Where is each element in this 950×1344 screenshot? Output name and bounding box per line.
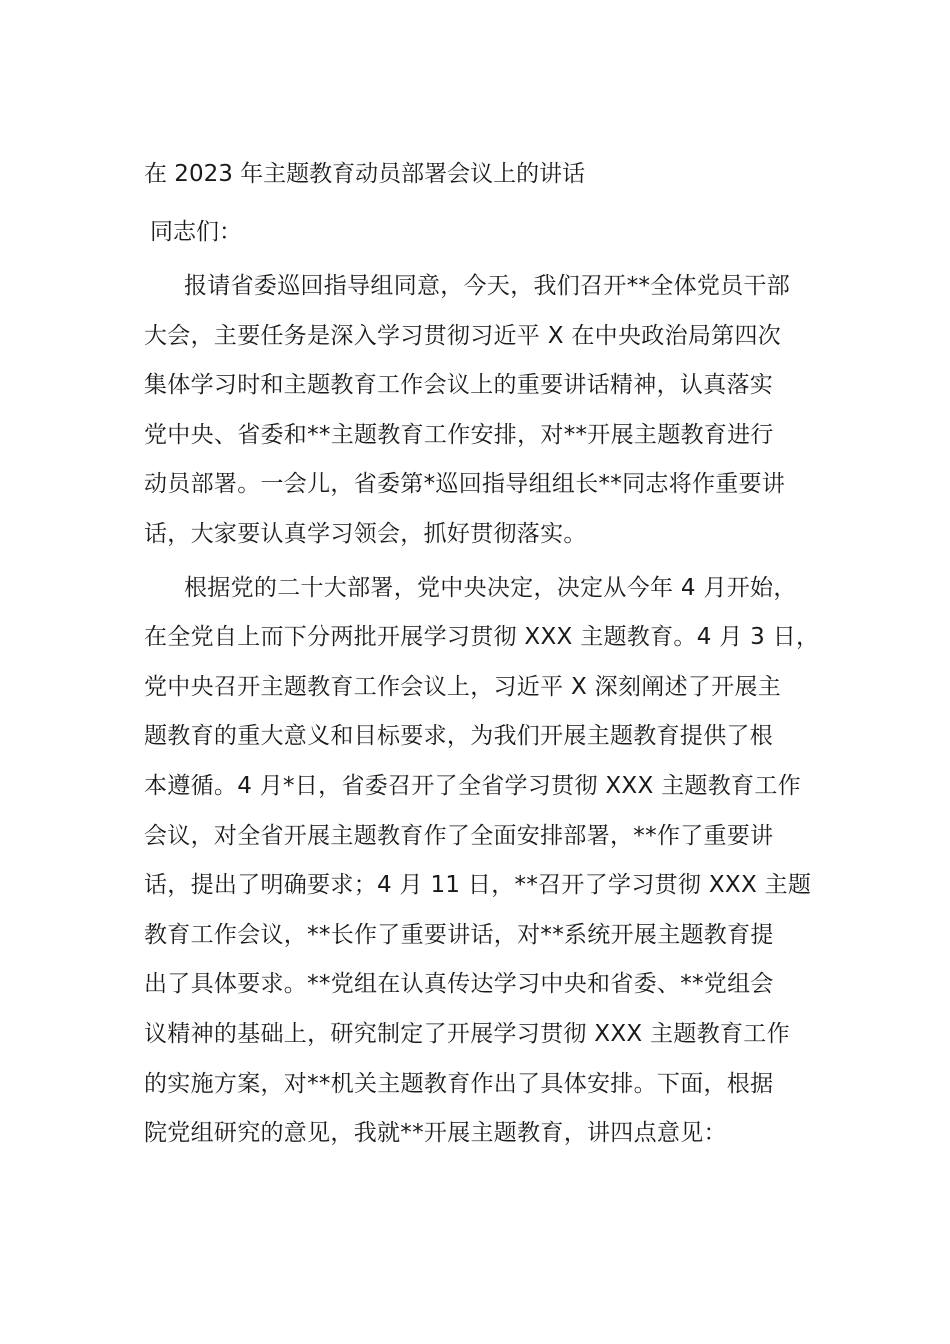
paragraph-line: 动员部署。一会儿，省委第*巡回指导组组长**同志将作重要讲 [144, 471, 786, 498]
paragraph-line: 院党组研究的意见，我就**开展主题教育，讲四点意见： [144, 1120, 727, 1147]
paragraph-line: 集体学习时和主题教育工作会议上的重要讲话精神，认真落实 [144, 372, 774, 399]
paragraph-2 [144, 564, 820, 1159]
paragraph-line: 教育工作会议，**长作了重要讲话，对**系统开展主题教育提 [144, 921, 774, 948]
salutation: 同志们： [150, 219, 242, 245]
document-body [144, 150, 820, 1163]
paragraph-line: 话，大家要认真学习领会，抓好贯彻落实。 [144, 520, 587, 547]
paragraph-1 [144, 262, 808, 560]
paragraph-line: 大会，主要任务是深入学习贯彻习近平 X 在中央政治局第四次 [144, 322, 782, 349]
paragraph-line: 党中央召开主题教育工作会议上，习近平 X 深刻阐述了开展主 [144, 673, 782, 700]
paragraph-line: 报请省委巡回指导组同意，今天，我们召开**全体党员干部 [184, 273, 791, 299]
paragraph-line: 在全党自上而下分两批开展学习贯彻 XXX 主题教育。4 月 3 日， [144, 624, 820, 651]
paragraph-line: 党中央、省委和**主题教育工作安排，对**开展主题教育进行 [144, 421, 774, 448]
paragraph-line: 的实施方案，对**机关主题教育作出了具体安排。下面，根据 [144, 1070, 774, 1097]
paragraph-line: 议精神的基础上，研究制定了开展学习贯彻 XXX 主题教育工作 [144, 1020, 790, 1047]
paragraph-line: 出了具体要求。**党组在认真传达学习中央和省委、**党组会 [144, 971, 774, 998]
document-title: 在 2023 年主题教育动员部署会议上的讲话 [144, 161, 586, 187]
paragraph-line: 题教育的重大意义和目标要求，为我们开展主题教育提供了根 [144, 723, 774, 750]
paragraph-line: 根据党的二十大部署，党中央决定，决定从今年 4 月开始， [184, 574, 797, 601]
paragraph-line: 话，提出了明确要求；4 月 11 日，**召开了学习贯彻 XXX 主题 [144, 872, 812, 899]
paragraph-line: 会议，对全省开展主题教育作了全面安排部署，**作了重要讲 [144, 822, 774, 849]
paragraph-line: 本遵循。4 月*日，省委召开了全省学习贯彻 XXX 主题教育工作 [144, 772, 801, 799]
